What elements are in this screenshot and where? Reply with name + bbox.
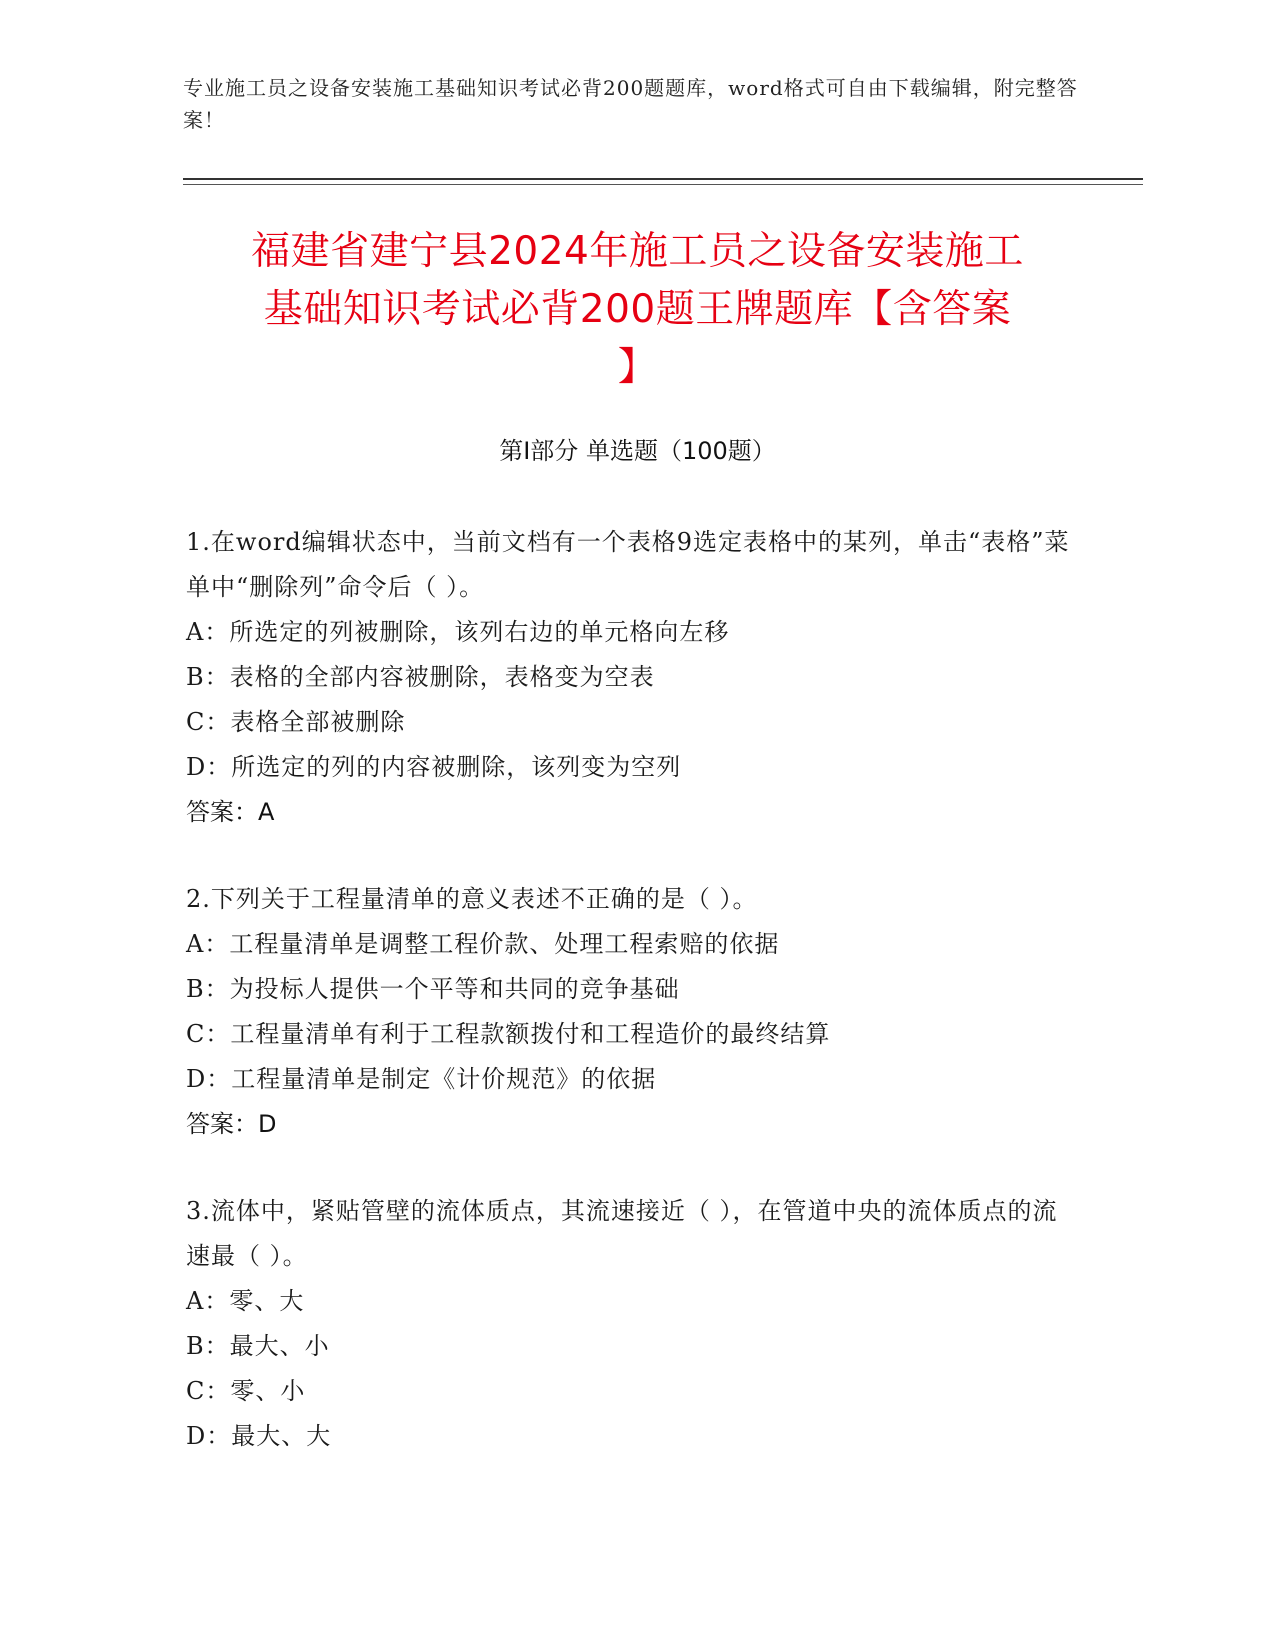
question-list <box>186 520 1076 1501</box>
option-c: C：零、小 <box>186 1377 306 1405</box>
option-b: B：最大、小 <box>186 1332 330 1360</box>
answer-line: 答案：A <box>186 798 275 826</box>
answer-line: 答案：D <box>186 1110 277 1138</box>
option-a: A：工程量清单是调整工程价款、处理工程索赔的依据 <box>186 930 780 958</box>
question-stem: 1.在word编辑状态中，当前文档有一个表格9选定表格中的某列，单击“表格”菜单中“删除列”命令后（ ）。 <box>186 528 1070 601</box>
header-note: 专业施工员之设备安装施工基础知识考试必背200题题库，word格式可自由下载编辑，附完整答案！ <box>183 76 1078 132</box>
question-3 <box>186 1189 1076 1459</box>
document-title <box>150 223 1125 397</box>
header-divider-thick <box>183 178 1143 180</box>
question-1 <box>186 520 1076 835</box>
option-a: A：零、大 <box>186 1287 305 1315</box>
option-c: C：工程量清单有利于工程款额拨付和工程造价的最终结算 <box>186 1020 831 1048</box>
option-d: D：工程量清单是制定《计价规范》的依据 <box>186 1065 657 1093</box>
question-stem: 3.流体中，紧贴管壁的流体质点，其流速接近（ ），在管道中央的流体质点的流速最（ ）。 <box>186 1197 1058 1270</box>
title-line-1: 福建省建宁县2024年施工员之设备安装施工 <box>251 229 1024 274</box>
question-2 <box>186 877 1076 1147</box>
option-b: B：为投标人提供一个平等和共同的竞争基础 <box>186 975 680 1003</box>
section-heading: 第Ⅰ部分 单选题（100题） <box>499 437 776 465</box>
title-line-3: 】 <box>617 345 658 390</box>
question-stem: 2.下列关于工程量清单的意义表述不正确的是（ ）。 <box>186 885 758 913</box>
option-c: C：表格全部被删除 <box>186 708 406 736</box>
header-divider-thin <box>183 184 1143 185</box>
option-a: A：所选定的列被删除，该列右边的单元格向左移 <box>186 618 730 646</box>
option-d: D：所选定的列的内容被删除，该列变为空列 <box>186 753 682 781</box>
option-d: D：最大、大 <box>186 1422 332 1450</box>
option-b: B：表格的全部内容被删除，表格变为空表 <box>186 663 655 691</box>
title-line-2: 基础知识考试必背200题王牌题库【含答案 <box>263 287 1012 332</box>
